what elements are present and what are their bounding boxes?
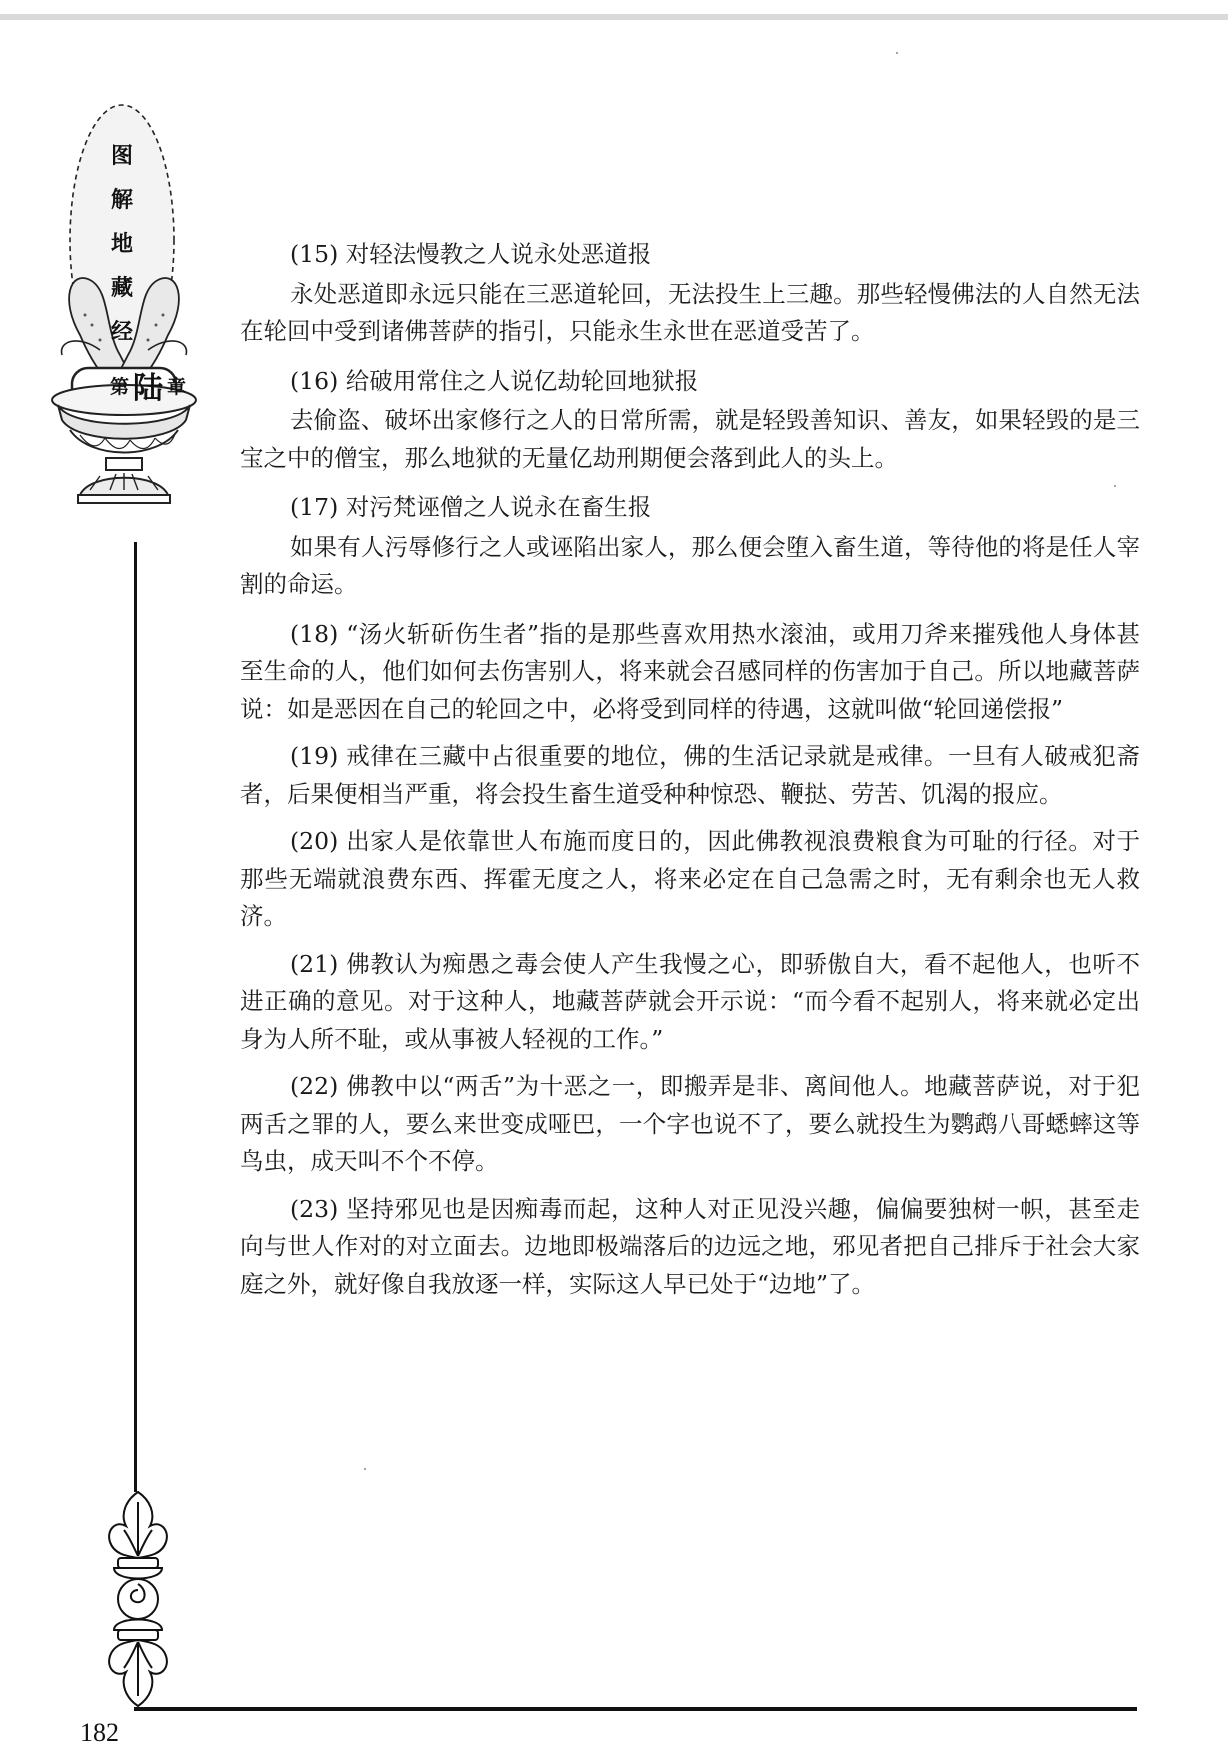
- bottom-rule: [134, 1707, 1137, 1711]
- body-paragraph: (21) 佛教认为痴愚之毒会使人产生我慢之心，即骄傲自大，看不起他人，也听不进正确的意见。对于这种人，地藏菩萨就会开示说：“而今看不起别人，将来就必定出身为人所不耻，或从事被人轻视的工作。”: [240, 949, 1140, 1053]
- chapter-ornament-illustration: [50, 100, 240, 560]
- body-paragraph: (22) 佛教中以“两舌”为十恶之一，即搬弄是非、离间他人。地藏菩萨说，对于犯两舌之罪的人，要么来世变成哑巴，一个字也说不了，要么就投生为鹦鹉八哥蟋蟀这等鸟虫，成天叫不个不停。: [240, 1072, 1140, 1175]
- book-title-vertical: [100, 135, 144, 355]
- vajra-icon: [96, 1490, 180, 1708]
- margin-vertical-rule: [134, 542, 137, 1492]
- section-heading: (17) 对污梵诬僧之人说永在畜生报: [290, 493, 652, 521]
- chapter-badge: [82, 365, 214, 405]
- body-paragraph: (23) 坚持邪见也是因痴毒而起，这种人对正见没兴趣，偏偏要独树一帜，甚至走向与世人作对的对立面去。边地即极端落后的边远之地，邪见者把自己排斥于社会大家庭之外，就好像自我放逐一样，实际这人早已处于“边地”了。: [240, 1194, 1140, 1298]
- page-number: 182: [80, 1718, 119, 1747]
- body-paragraph: 去偷盗、破坏出家修行之人的日常所需，就是轻毁善知识、善友，如果轻毁的是三宝之中的僧宝，那么地狱的无量亿劫刑期便会落到此人的头上。: [240, 406, 1140, 472]
- main-text: [240, 236, 1140, 1313]
- book-title-char: 地: [110, 232, 133, 257]
- body-paragraph: 永处恶道即永远只能在三恶道轮回，无法投生上三趣。那些轻慢佛法的人自然无法在轮回中受到诸佛菩萨的指引，只能永生永世在恶道受苦了。: [240, 279, 1140, 345]
- book-title-char: 图: [110, 144, 133, 169]
- section-heading: (15) 对轻法慢教之人说永处恶道报: [290, 240, 652, 268]
- book-title-char: 解: [110, 188, 133, 213]
- book-title-char: 藏: [110, 276, 133, 301]
- chapter-suffix: 章: [167, 375, 187, 398]
- scan-speck: [1114, 485, 1116, 487]
- body-paragraph: (18) “汤火斩斫伤生者”指的是那些喜欢用热水滚油，或用刀斧来摧残他人身体甚至生命的人，他们如何去伤害别人，将来就会召感同样的伤害加于自己。所以地藏菩萨说：如是恶因在自己的轮回之中，必将受到同样的待遇，这就叫做“轮回递偿报”: [240, 619, 1140, 723]
- scan-speck: [364, 1468, 366, 1470]
- section-heading: (16) 给破用常住之人说亿劫轮回地狱报: [290, 366, 699, 395]
- body-paragraph: 如果有人污辱修行之人或诬陷出家人，那么便会堕入畜生道，等待他的将是任人宰割的命运。: [240, 532, 1140, 598]
- body-paragraph: (20) 出家人是依靠世人布施而度日的，因此佛教视浪费粮食为可耻的行径。对于那些无端就浪费东西、挥霍无度之人，将来必定在自己急需之时，无有剩余也无人救济。: [240, 827, 1140, 930]
- chapter-number: 陆: [133, 371, 163, 406]
- top-border: [0, 14, 1228, 20]
- book-title-char: 经: [110, 320, 133, 345]
- body-paragraph: (19) 戒律在三藏中占很重要的地位，佛的生活记录就是戒律。一旦有人破戒犯斋者，后果便相当严重，将会投生畜生道受种种惊恐、鞭挞、劳苦、饥渴的报应。: [240, 742, 1140, 808]
- scan-speck: [896, 52, 898, 54]
- chapter-prefix: 第: [109, 375, 129, 398]
